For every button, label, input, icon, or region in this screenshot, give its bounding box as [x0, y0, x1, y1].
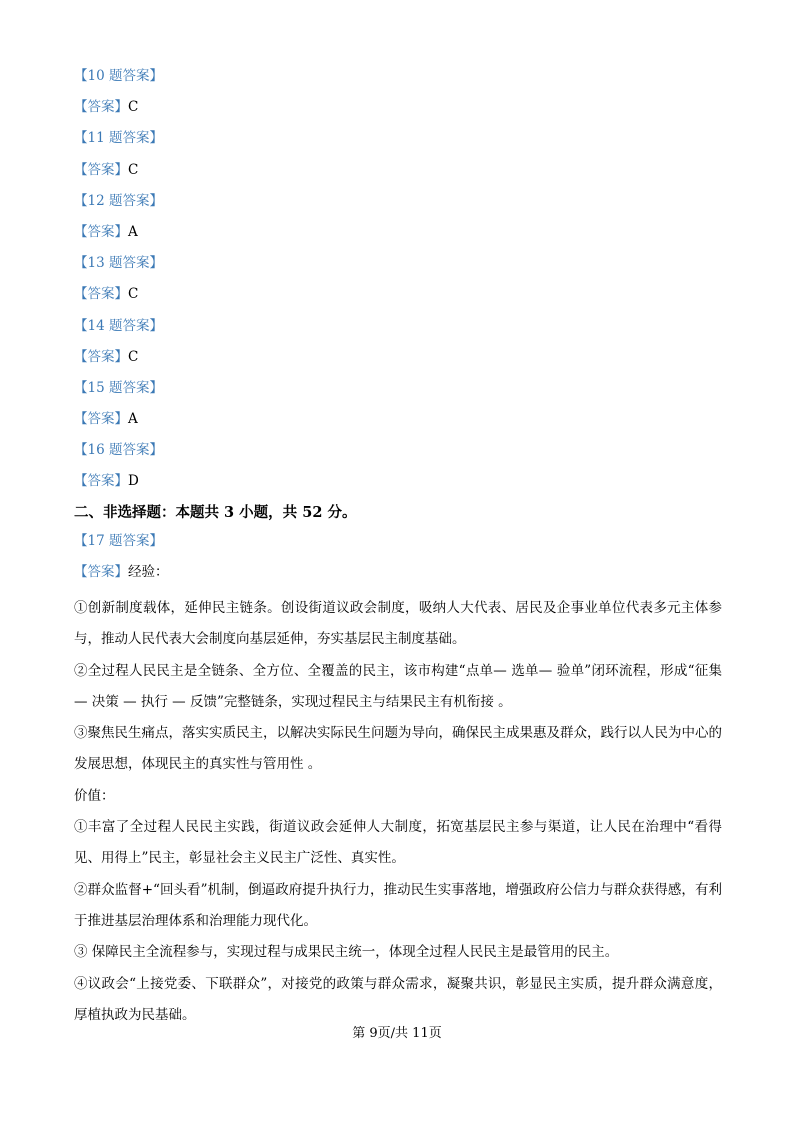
answer-value: C [128, 286, 139, 303]
value-point-4: ④议政会“上接党委、下联群众”，对接党的政策与群众需求，凝聚共识，彰显民主实质，提升群众满意度，厚植执政为民基础。 [74, 975, 722, 1023]
answer-heading-11: 【11 题答案】 [74, 130, 163, 147]
answer-label: 【答案】 [74, 348, 128, 365]
answer-heading-10: 【10 题答案】 [74, 68, 163, 84]
answer-heading-13: 【13 题答案】 [74, 255, 163, 272]
answer-line-15 [74, 409, 722, 440]
value-point-1: ①丰富了全过程人民民主实践，街道议政会延伸人大制度，拓宽基层民主参与渠道，让人民在治理中“看得见、用得上”民主，彰显社会主义民主广泛性、真实性。 [74, 819, 722, 867]
answer-line-11 [74, 160, 722, 191]
q17-answer [74, 531, 722, 1032]
section-title: 二、非选择题：本题共 3 小题，共 52 分。 [74, 503, 357, 521]
answer-content [74, 66, 722, 1031]
answer-heading-14: 【14 题答案】 [74, 317, 163, 334]
answer-value: C [128, 161, 139, 178]
experience-point-2: ②全过程人民民主是全链条、全方位、全覆盖的民主，该市构建“点单— 选单— 验单”闭环流程，形成“征集 — 决策 — 执行 — 反馈”完整链条，实现过程民主与结果民主有机衔接 。 [74, 662, 722, 710]
answer-value: A [128, 223, 138, 240]
answer-heading-12: 【12 题答案】 [74, 192, 163, 209]
experience-label: 经验： [128, 563, 169, 580]
value-point-3: ③ 保障民主全流程参与，实现过程与成果民主统一，体现全过程人民民主是最管用的民主。 [74, 944, 619, 961]
answer-line-10 [74, 97, 722, 128]
mc-answer-list [74, 66, 722, 503]
answer-label: 【答案】 [74, 563, 128, 580]
answer-line-14 [74, 347, 722, 378]
answer-label: 【答案】 [74, 161, 128, 178]
answer-line-12 [74, 222, 722, 253]
value-point-2: ②群众监督+“回头看”机制，倒逼政府提升执行力，推动民生实事落地，增强政府公信力与群众获得感，有利于推进基层治理体系和治理能力现代化。 [74, 881, 722, 929]
answer-label: 【答案】 [74, 99, 128, 116]
answer-value: C [128, 99, 139, 116]
answer-line-16 [74, 471, 722, 502]
answer-value: C [128, 348, 139, 365]
experience-point-3: ③聚焦民生痛点，落实实质民主，以解决实际民生问题为导向，确保民主成果惠及群众，践行以人民为中心的发展思想，体现民主的真实性与管用性 。 [74, 725, 722, 773]
value-label: 价值： [74, 787, 115, 804]
answer-label: 【答案】 [74, 286, 128, 303]
experience-point-1: ①创新制度载体，延伸民主链条。创设街道议政会制度，吸纳人大代表、居民及企事业单位代表多元主体参与，推动人民代表大会制度向基层延伸，夯实基层民主制度基础。 [74, 600, 722, 648]
answer-label: 【答案】 [74, 223, 128, 240]
answer-heading-17: 【17 题答案】 [74, 532, 163, 549]
answer-heading-15: 【15 题答案】 [74, 379, 163, 396]
page-footer: 第 9页/共 11页 [352, 1026, 442, 1041]
answer-label: 【答案】 [74, 473, 128, 490]
answer-line-17 [74, 562, 722, 593]
answer-heading-16: 【16 题答案】 [74, 442, 163, 459]
answer-value: D [128, 473, 139, 490]
answer-line-13 [74, 284, 722, 315]
answer-value: A [128, 411, 138, 428]
answer-label: 【答案】 [74, 411, 128, 428]
